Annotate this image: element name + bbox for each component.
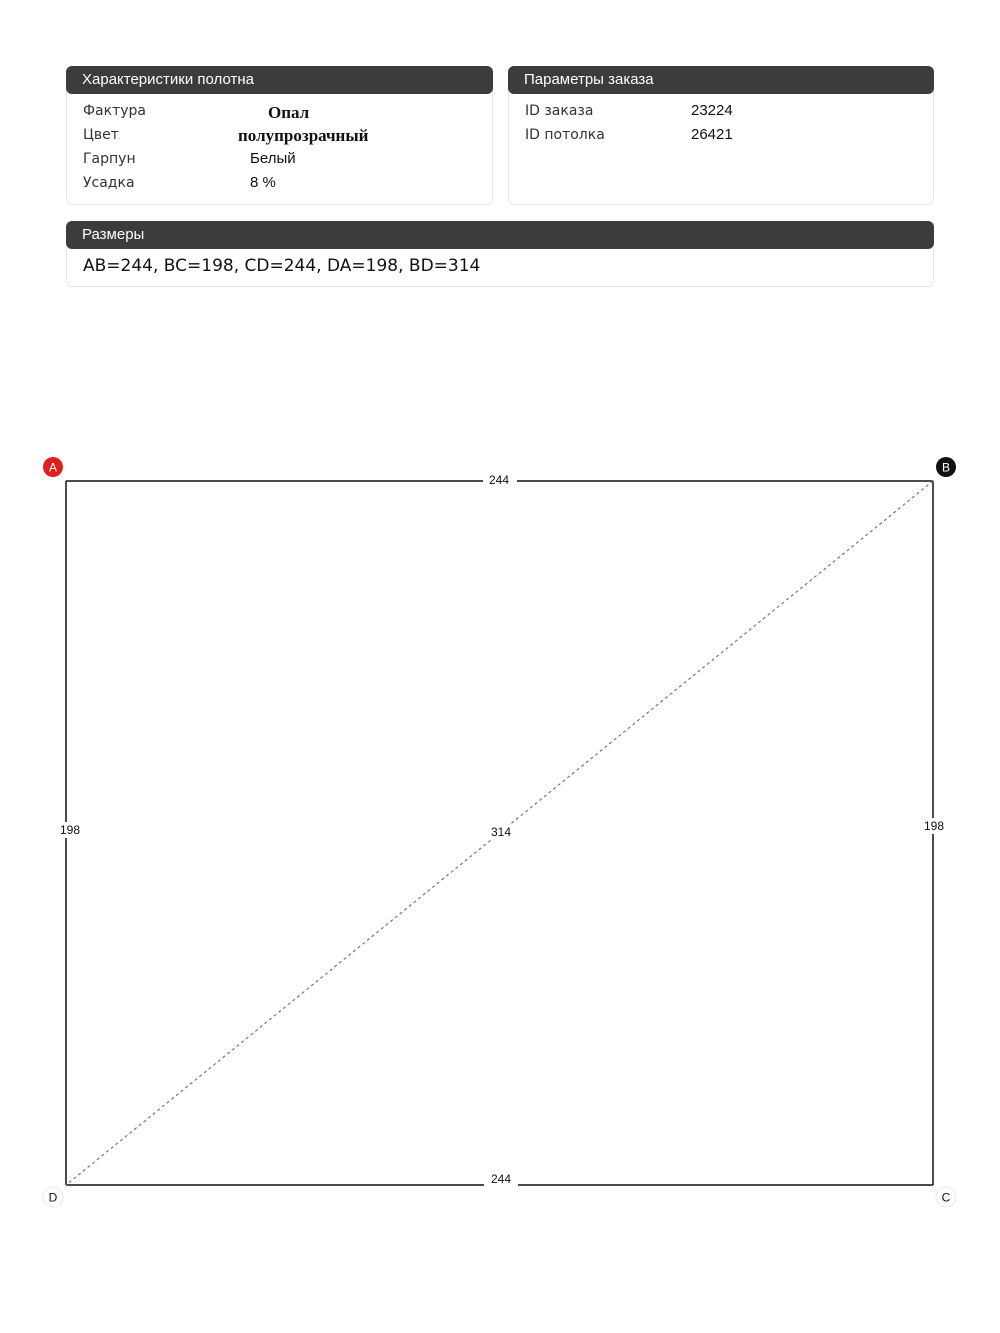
edge-cd-label: 244 — [490, 1172, 512, 1186]
ceiling-id-value: 26421 — [691, 126, 733, 143]
harpoon-value: Белый — [250, 150, 296, 167]
point-b-label: B — [941, 460, 951, 475]
diagonal-bd-label: 314 — [490, 825, 512, 839]
order-info-title: Параметры заказа — [508, 66, 934, 94]
point-d-label: D — [48, 1190, 58, 1205]
sizes-title: Размеры — [66, 221, 934, 249]
shrinkage-value: 8 % — [250, 174, 276, 191]
texture-label: Фактура — [83, 103, 146, 119]
texture-value: Опал — [268, 103, 310, 122]
canvas-info-title: Характеристики полотна — [66, 66, 493, 94]
harpoon-label: Гарпун — [83, 151, 136, 167]
color-value: полупрозрачный — [238, 126, 369, 145]
order-id-value: 23224 — [691, 102, 733, 119]
point-c-label: C — [941, 1190, 951, 1205]
color-label: Цвет — [83, 127, 119, 143]
order-id-label: ID заказа — [525, 103, 594, 119]
sizes-text: AB=244, BC=198, CD=244, DA=198, BD=314 — [83, 256, 481, 276]
edge-bc-label: 198 — [923, 819, 945, 833]
shrinkage-label: Усадка — [83, 175, 135, 191]
point-a-label: A — [48, 460, 58, 475]
edge-ab-label: 244 — [488, 473, 510, 487]
edge-da-label: 198 — [59, 823, 81, 837]
ceiling-id-label: ID потолка — [525, 127, 605, 143]
